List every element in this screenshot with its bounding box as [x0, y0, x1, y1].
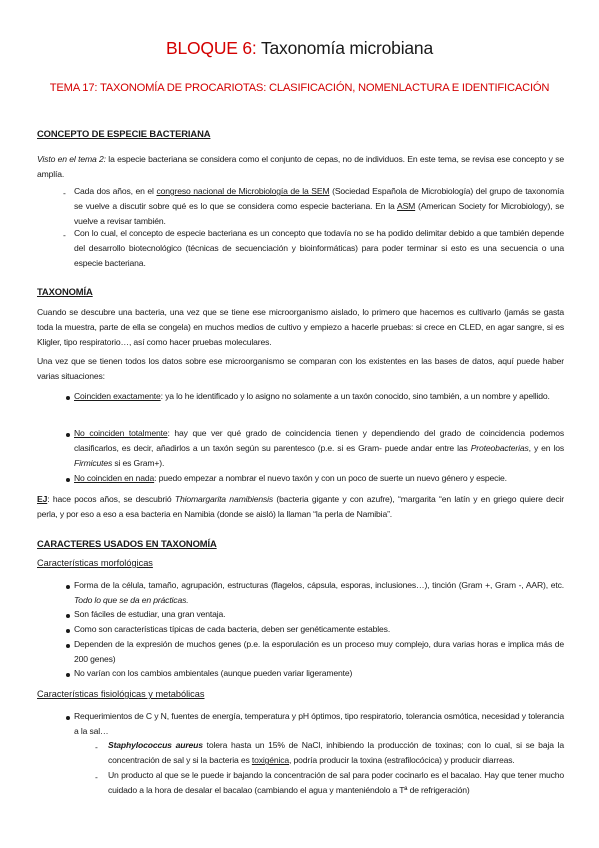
morfo-item-2: Son fáciles de estudiar, una gran ventaja.	[74, 609, 226, 619]
bullet-dot	[66, 673, 70, 677]
firmicutes-term: Firmicutes	[74, 458, 113, 469]
taxonomia-paragraph-2: Una vez que se tienen todos los datos sobre ese microorganismo se comparan con los existentes en las bases de datos, aquí puede haber varias situaciones:	[37, 356, 564, 382]
example-text-post: (bacteria gigante y con azufre), “margarita “en latín y en griego quiere decir perla, y por eso a eso a esa bacteria en Namibia (donde se aisló) la llaman “la perla de Namibia”.	[37, 494, 564, 520]
intro-rest: la especie bacteriana se considera como el conjunto de cepas, no de individuos. En este tema, se revisa ese concepto y se amplía.	[37, 154, 564, 180]
bullet-3-text: : puedo empezar a nombrar el nuevo taxón y con un poco de suerte un nuevo género y especie.	[154, 473, 507, 483]
species-name: Thiomargarita namibiensis	[174, 494, 274, 504]
taxonomia-paragraph-1: Cuando se descubre una bacteria, una vez que se tiene ese microorganismo aislado, lo primero que hacemos es cultivarlo (jamás se gasta toda la muestra, parte de ella se congela) en muchos medios de cultivo y empiezo a hacerle pruebas: si crece en CLED, en agar sangre, si es Kligler, tipo respiratorio…, así como hacer pruebas moleculares.	[37, 307, 564, 348]
asm-link[interactable]: ASM	[396, 201, 416, 212]
sem-link[interactable]: congreso nacional de Microbiología de la SEM	[156, 186, 330, 196]
fisio-item-1: Requerimientos de C y N, fuentes de energía, temperatura y pH óptimos, tipo respiratorio, tolerancia osmótica, necesidad y tolerancia a la sal…	[74, 711, 564, 737]
concepto-intro	[37, 152, 564, 182]
morfo-item-4: Dependen de la expresión de muchos genes (p.e. la esporulación es un proceso muy complejo, dura varias horas e implica más de 200 genes)	[74, 639, 564, 665]
toxigenica-term: toxigénica	[251, 755, 290, 766]
staph-aureus-term: Staphylococcus aureus	[108, 740, 203, 750]
bullet-dot	[66, 629, 70, 633]
subheading-morfologicas: Características morfológicas	[37, 558, 153, 568]
bullet-2-text: : hay que ver qué grado de coincidencia tienen y dependiendo del grado de coincidencia podemos clasificarlos, es decir, añadirlos a un taxón según su parentesco (p.e. si es Gram- puede andar entre las	[74, 428, 564, 454]
page-title	[0, 38, 599, 59]
example-text: : hace pocos años, se descubrió	[47, 494, 175, 504]
bullet-2-label: No coinciden totalmente	[74, 428, 168, 438]
bullet-dot	[66, 614, 70, 618]
bullet-1-label: Coinciden exactamente	[74, 391, 161, 401]
proteobacterias-term: Proteobacterias	[470, 443, 529, 454]
bullet-2-mid: , y en los	[528, 443, 564, 454]
item1-text-post: (American Society for Microbiology), se vuelve a revisar también.	[74, 201, 564, 227]
page-subtitle: TEMA 17: TAXONOMÍA DE PROCARIOTAS: CLASIFICACIÓN, NOMENLACTURA E IDENTIFICACIÓN	[49, 82, 550, 94]
bullet-dot	[66, 478, 70, 482]
section-heading-concepto: CONCEPTO DE ESPECIE BACTERIANA	[37, 128, 211, 139]
fisio-subitem-1-text: tolera hasta un 15% de NaCl, inhibiendo la producción de toxinas; con lo cual, si se baja la concentración de sal y si la bacteria es	[108, 740, 565, 766]
subheading-fisiologicas: Características fisiológicas y metabólicas	[37, 689, 205, 699]
bullet-3-label: No coinciden en nada	[74, 473, 155, 483]
bullet-dot	[66, 585, 70, 589]
morfo-item-5: No varían con los cambios ambientales (aunque pueden variar ligeramente)	[74, 668, 353, 678]
dash-marker: -	[95, 742, 98, 752]
concepto-item-1	[74, 184, 564, 230]
example-paragraph	[37, 492, 564, 522]
dash-marker: -	[63, 188, 66, 198]
taxonomia-bullet-1	[74, 389, 564, 404]
title-prefix: BLOQUE 6:	[165, 38, 257, 58]
example-label: EJ	[37, 494, 48, 504]
taxonomia-bullet-2	[74, 426, 564, 472]
item1-text-mid: (Sociedad Española de Microbiología) del grupo de taxonomía se vuelve a discutir sobre qué es lo que se considera como especie bacteriana. En la	[74, 186, 564, 212]
section-heading-taxonomia: TAXONOMÍA	[37, 286, 93, 297]
bullet-dot	[66, 433, 70, 437]
bullet-dot	[66, 396, 70, 400]
bullet-dot	[66, 644, 70, 648]
morfo-item-1-text: Forma de la célula, tamaño, agrupación, estructuras (flagelos, cápsula, esporas, inclusiones…), tinción (Gram +, Gram -, AAR), etc.	[74, 580, 564, 590]
taxonomia-bullet-3	[74, 471, 564, 486]
bullet-dot	[66, 716, 70, 720]
dash-marker: -	[95, 772, 98, 782]
morfo-item-1	[74, 578, 564, 608]
item1-text: Cada dos años, en el	[74, 186, 157, 196]
title-rest: Taxonomía microbiana	[256, 38, 433, 58]
fisio-subitem-1	[108, 738, 564, 768]
bullet-1-text: : ya lo he identificado y lo asigno no solamente a un taxón conocido, sino también, a un nombre y apellido.	[160, 391, 550, 401]
fisio-subitem-1-post: , podría producir la toxina (estrafilocócica) y producir diarreas.	[289, 755, 515, 766]
bullet-2-end: si es Gram+).	[112, 458, 165, 469]
dash-marker: -	[63, 230, 66, 240]
fisio-subitem-2: Un producto al que se le puede ir bajando la concentración de sal para poder cocinarlo es el bacalao. Hay que tener mucho cuidado a la hora de desalar el bacalao (cambiando el agua y manteniéndolo a Tª de refrigeración)	[108, 770, 564, 796]
morfo-item-3: Como son características típicas de cada bacteria, deben ser genéticamente estables.	[74, 624, 391, 634]
morfo-item-1-note: Todo lo que se da en prácticas.	[74, 595, 189, 606]
concepto-item-2: Con lo cual, el concepto de especie bacteriana es un concepto que todavía no se ha podido delimitar debido a que también depende del desarrollo biotecnológico (técnicas de secuenciación y bioinformáticas) para poder terminar si esto es una secuencia o una especie bacteriana.	[74, 228, 564, 269]
intro-italic: Visto en el tema 2:	[37, 154, 106, 164]
section-heading-caracteres: CARACTERES USADOS EN TAXONOMÍA	[37, 538, 217, 549]
